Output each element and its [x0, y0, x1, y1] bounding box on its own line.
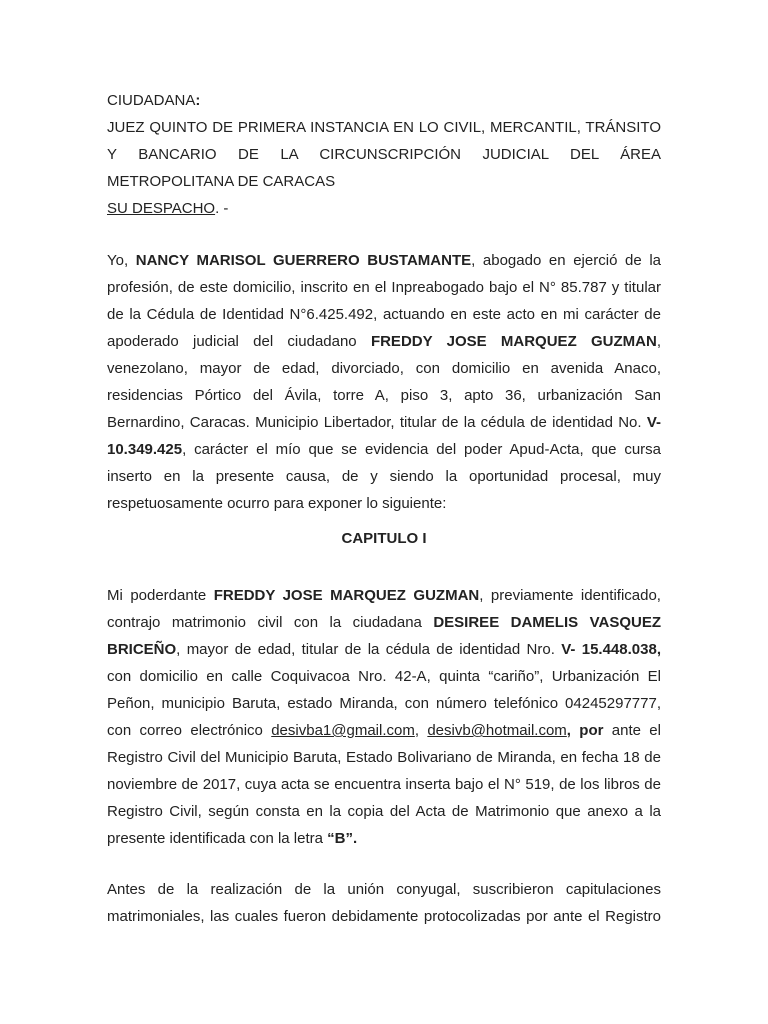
- section-line: BRICEÑO, mayor de edad, titular de la cédula de identidad Nro. V- 15.448.038,: [107, 641, 661, 658]
- attorney-name: NANCY MARISOL GUERRERO BUSTAMANTE: [135, 252, 472, 269]
- intro-line: profesión, de este domicilio, inscrito en el Inpreabogado bajo el N° 85.787 y titular: [107, 279, 661, 296]
- section-line: Mi poderdante FREDDY JOSE MARQUEZ GUZMAN, previamente identificado,: [107, 587, 661, 604]
- section-2-paragraph: [107, 876, 661, 930]
- section-line: matrimoniales, las cuales fueron debidamente protocolizadas por ante el Registro: [107, 908, 661, 925]
- section-line: con domicilio en calle Coquivacoa Nro. 42-A, quinta “cariño”, Urbanización El: [107, 668, 661, 685]
- section-line: presente identificada con la letra “B”.: [107, 830, 358, 847]
- client-name: FREDDY JOSE MARQUEZ GUZMAN: [370, 333, 657, 350]
- addressee-label: CIUDADANA:: [107, 92, 201, 109]
- section-line: Registro Civil del Municipio Baruta, Estado Bolivariano de Miranda, en fecha 18 de: [107, 749, 661, 766]
- court-name-line-3: METROPOLITANA DE CARACAS: [107, 173, 336, 190]
- intro-line: de la Cédula de Identidad N°6.425.492, actuando en este acto en mi carácter de: [107, 306, 661, 323]
- intro-line: apoderado judicial del ciudadano FREDDY JOSE MARQUEZ GUZMAN,: [107, 333, 661, 350]
- email-link-2[interactable]: desivb@hotmail.com: [427, 722, 567, 739]
- intro-line: 10.349.425, carácter el mío que se evidencia del poder Apud-Acta, que cursa: [107, 441, 661, 458]
- intro-line: Yo, NANCY MARISOL GUERRERO BUSTAMANTE, abogado en ejerció de la: [107, 252, 661, 269]
- intro-line: residencias Pórtico del Ávila, torre A, piso 3, apto 36, urbanización San: [107, 387, 661, 404]
- section-line: con correo electrónico desivba1@gmail.com, desivb@hotmail.com, por ante el: [107, 722, 661, 739]
- chapter-heading: [107, 525, 661, 552]
- intro-line: respetuosamente ocurro para exponer lo siguiente:: [107, 495, 447, 512]
- section-line: Antes de la realización de la unión conyugal, suscribieron capitulaciones: [107, 881, 661, 898]
- section-line: noviembre de 2017, cuya acta se encuentra inserta bajo el N° 519, de los libros de: [107, 776, 661, 793]
- chapter-title: CAPITULO I: [341, 530, 427, 547]
- addressee-block: [107, 87, 661, 222]
- section-line: Peñon, municipio Baruta, estado Miranda, con número telefónico 04245297777,: [107, 695, 661, 712]
- intro-line: venezolano, mayor de edad, divorciado, con domicilio en avenida Anaco,: [107, 360, 661, 377]
- intro-line: inserto en la presente causa, de y siendo la oportunidad procesal, muy: [107, 468, 661, 485]
- section-line: Registro Civil, según consta en la copia del Acta de Matrimonio que anexo a la: [107, 803, 661, 820]
- email-link-1[interactable]: desivba1@gmail.com: [271, 722, 415, 739]
- court-name-line-2: Y BANCARIO DE LA CIRCUNSCRIPCIÓN JUDICIAL DEL ÁREA: [107, 146, 661, 163]
- intro-paragraph: [107, 247, 661, 517]
- su-despacho: SU DESPACHO. -: [107, 200, 229, 217]
- section-line: contrajo matrimonio civil con la ciudadana DESIREE DAMELIS VASQUEZ: [107, 614, 661, 631]
- intro-line: Bernardino, Caracas. Municipio Libertador, titular de la cédula de identidad No. V-: [107, 414, 661, 431]
- court-name-line-1: JUEZ QUINTO DE PRIMERA INSTANCIA EN LO CIVIL, MERCANTIL, TRÁNSITO: [107, 119, 661, 136]
- section-1-paragraph: [107, 582, 661, 852]
